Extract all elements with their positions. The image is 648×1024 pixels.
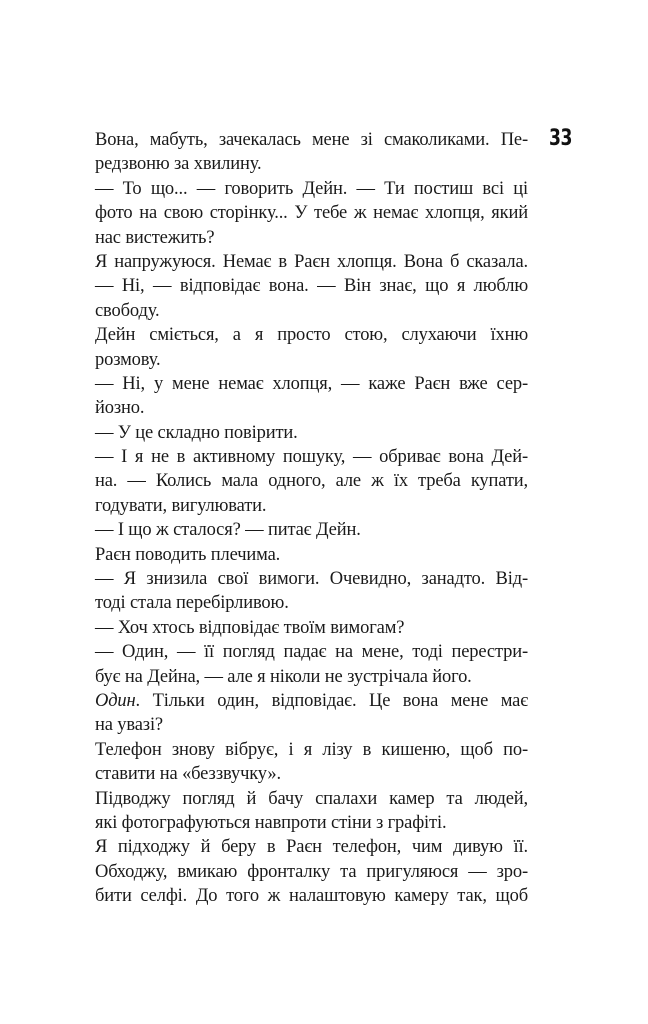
text-line: [95, 543, 528, 567]
line-text: на. — Колись мала одного, але ж їх треба купати,: [95, 471, 528, 492]
text-line: [95, 299, 528, 323]
line-text: — То що... — говорить Дейн. — Ти постиш всі ці: [95, 178, 528, 199]
line-text: — І що ж сталося? — питає Дейн.: [95, 520, 361, 541]
text-line: [95, 518, 528, 542]
text-line: [95, 835, 528, 859]
line-text: Підводжу погляд й бачу спалахи камер та людей,: [95, 788, 528, 809]
line-text: фото на свою сторінку... У тебе ж немає хлопця, який: [95, 203, 528, 224]
line-text: розмову.: [95, 349, 161, 370]
line-text: Дейн сміється, а я просто стою, слухаючи їхню: [95, 325, 528, 346]
line-text: — І я не в активному пошуку, — обриває вона Дей-: [95, 447, 528, 468]
text-line: [95, 226, 528, 250]
line-text: тоді стала перебірливою.: [95, 593, 289, 614]
line-text: Вона, мабуть, зачекалась мене зі смаколиками. Пе-: [95, 130, 528, 150]
text-line: [95, 494, 528, 518]
text-line: [95, 201, 528, 225]
line-text: Раєн поводить плечима.: [95, 544, 281, 565]
line-text: — У це складно повірити.: [95, 422, 298, 443]
text-line: [95, 348, 528, 372]
text-line: [95, 616, 528, 640]
text-line: [95, 445, 528, 469]
text-line: [95, 421, 528, 445]
line-text: годувати, вигулювати.: [95, 495, 267, 516]
text-line: [95, 787, 528, 811]
text-line: [95, 689, 528, 713]
text-line: [95, 396, 528, 420]
text-line: [95, 274, 528, 298]
line-text: . Тільки один, відповідає. Це вона мене має: [135, 690, 528, 711]
text-line: [95, 738, 528, 762]
italic-word: Один: [95, 690, 136, 711]
line-text: свободу.: [95, 300, 160, 321]
text-line: [95, 128, 528, 152]
page-number: 33: [549, 126, 573, 151]
text-line: [95, 250, 528, 274]
text-line: [95, 762, 528, 786]
line-text: — Ні, у мене немає хлопця, — каже Раєн вже сер-: [95, 373, 528, 394]
line-text: на увазі?: [95, 715, 163, 736]
line-text: Обходжу, вмикаю фронталку та пригуляюся — зро-: [95, 861, 528, 882]
text-line: [95, 567, 528, 591]
line-text: редзвоню за хвилину.: [95, 154, 262, 175]
line-text: йозно.: [95, 398, 145, 419]
line-text: — Один, — її погляд падає на мене, тоді перестри-: [95, 642, 528, 663]
line-text: нас вистежить?: [95, 227, 215, 248]
line-text: бує на Дейна, — але я ніколи не зустрічала його.: [95, 666, 472, 687]
line-text: бити селфі. До того ж налаштовую камеру так, щоб: [95, 886, 528, 907]
text-line: [95, 811, 528, 835]
text-line: [95, 152, 528, 176]
line-text: — Я знизила свої вимоги. Очевидно, занадто. Від-: [95, 569, 528, 590]
text-line: [95, 469, 528, 493]
line-text: — Ні, — відповідає вона. — Він знає, що я люблю: [95, 276, 528, 297]
text-line: [95, 640, 528, 664]
line-text: які фотографуються навпроти стіни з графіті.: [95, 812, 447, 833]
line-text: Телефон знову вібрує, і я лізу в кишеню, щоб по-: [95, 739, 528, 760]
text-line: [95, 323, 528, 347]
text-line: [95, 591, 528, 615]
line-text: Я підходжу й беру в Раєн телефон, чим дивую її.: [95, 837, 528, 858]
line-text: Я напружуюся. Немає в Раєн хлопця. Вона б сказала.: [95, 251, 528, 272]
text-line: [95, 665, 528, 689]
text-line: [95, 884, 528, 908]
line-text: — Хоч хтось відповідає твоїм вимогам?: [95, 617, 405, 638]
text-line: [95, 860, 528, 884]
text-line: [95, 177, 528, 201]
line-text: ставити на «беззвучку».: [95, 764, 281, 785]
text-line: [95, 713, 528, 737]
body-text: [95, 128, 528, 909]
text-line: [95, 372, 528, 396]
